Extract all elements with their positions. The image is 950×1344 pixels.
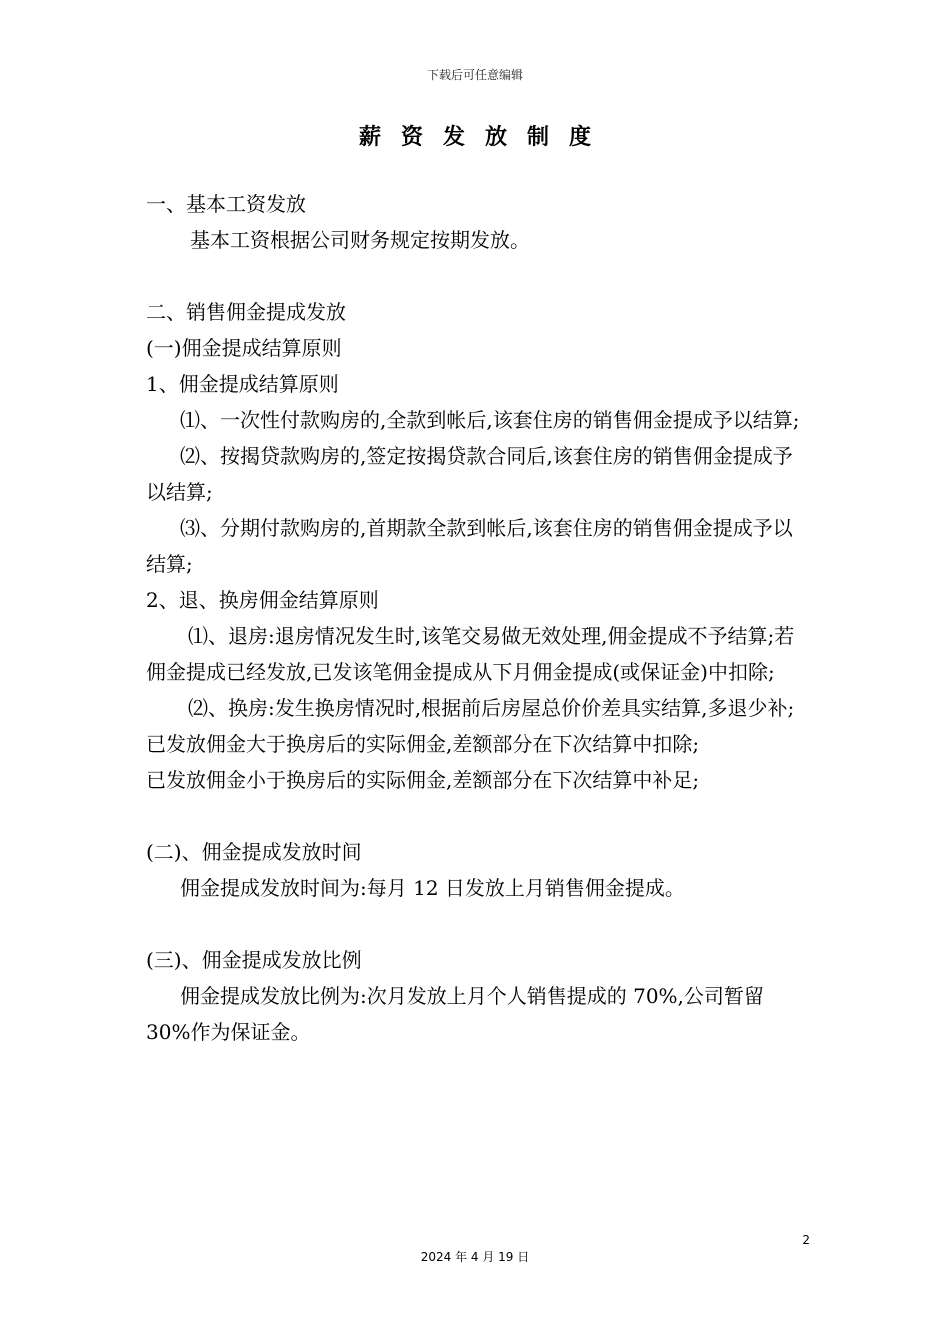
clause-exchange: ⑵、换房:发生换房情况时,根据前后房屋总价价差具实结算,多退少补; (188, 696, 795, 720)
subsection-heading-payment-time: (二)、佣金提成发放时间 (146, 840, 362, 864)
spacer (146, 258, 808, 294)
spacer (146, 906, 808, 942)
clause-exchange-overpaid: 已发放佣金大于换房后的实际佣金,差额部分在下次结算中扣除; (146, 732, 700, 756)
subsection-heading-payment-ratio: (三)、佣金提成发放比例 (146, 948, 362, 972)
header-note: 下载后可任意编辑 (426, 68, 523, 82)
paragraph-payment-time: 佣金提成发放时间为:每月 12 日发放上月销售佣金提成。 (180, 876, 685, 900)
clause-refund: ⑴、退房:退房情况发生时,该笔交易做无效处理,佣金提成不予结算;若佣金提成已经发放,已发该笔佣金提成从下月佣金提成(或保证金)中扣除; (146, 624, 795, 684)
section-heading-basic-salary: 一、基本工资发放 (146, 192, 306, 216)
section-heading-commission: 二、销售佣金提成发放 (146, 300, 346, 324)
document-title: 薪资发放制度 (358, 124, 611, 150)
spacer (146, 798, 808, 834)
clause-mortgage: ⑵、按揭贷款购房的,签定按揭贷款合同后,该套住房的销售佣金提成予以结算; (146, 444, 793, 504)
paragraph-basic-salary: 基本工资根据公司财务规定按期发放。 (190, 228, 530, 252)
subsection-heading-settlement: (一)佣金提成结算原则 (146, 336, 342, 360)
clause-exchange-underpaid: 已发放佣金小于换房后的实际佣金,差额部分在下次结算中补足; (146, 768, 700, 792)
page-number: 2 (802, 1233, 810, 1247)
document-body (146, 186, 808, 1050)
footer-date: 2024 年 4 月 19 日 (420, 1250, 530, 1264)
item-heading-settlement-principle: 1、佣金提成结算原则 (146, 372, 339, 396)
paragraph-payment-ratio: 佣金提成发放比例为:次月发放上月个人销售提成的 70%,公司暂留 30%作为保证金。 (146, 984, 764, 1044)
item-heading-refund-exchange: 2、退、换房佣金结算原则 (146, 588, 379, 612)
clause-installment: ⑶、分期付款购房的,首期款全款到帐后,该套住房的销售佣金提成予以结算; (146, 516, 793, 576)
clause-full-payment: ⑴、一次性付款购房的,全款到帐后,该套住房的销售佣金提成予以结算; (180, 408, 800, 432)
